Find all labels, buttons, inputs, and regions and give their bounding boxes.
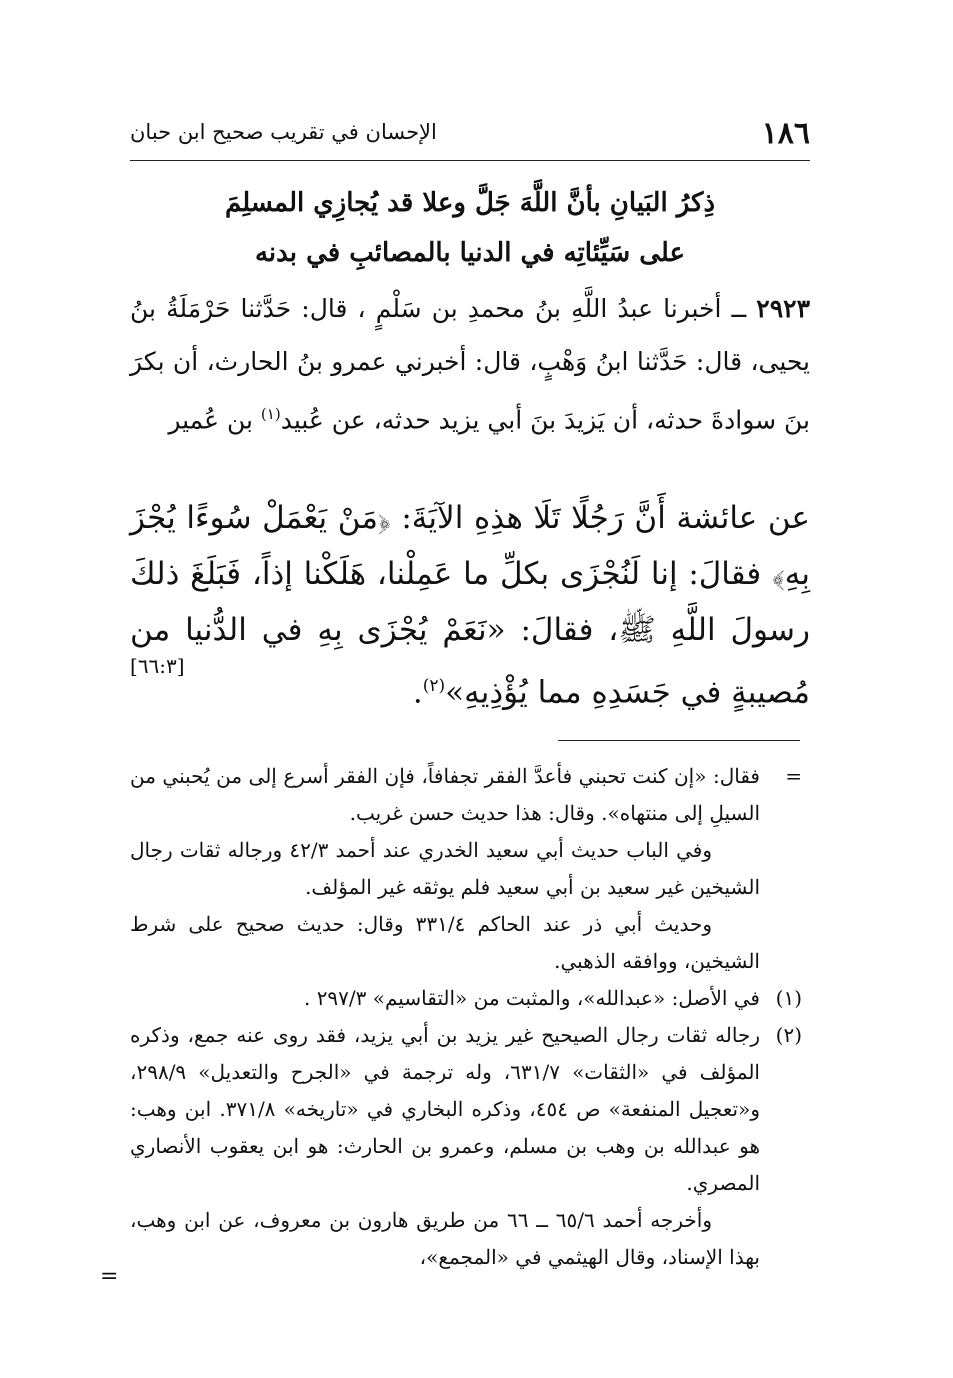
- matn-end: .: [412, 674, 423, 711]
- isnad-end: بن عُمير: [168, 405, 261, 435]
- footnote-continued: [130, 758, 802, 832]
- hadith-reference: [٦٦:٣]: [130, 654, 185, 678]
- footnote-rule: [558, 740, 800, 741]
- hadith-number: ٢٩٢٣: [756, 294, 810, 323]
- hadith-isnad: [130, 282, 810, 446]
- footnote-1-number: (١): [775, 986, 802, 1010]
- footnote-2: [130, 1017, 802, 1202]
- footnote-continued-text: فقال: «إن كنت تحبني فأعدَّ الفقر تجفافاً، فإن الفقر أسرع إلى من يُحبني من السيلِ إلى منتهاه». وقال: هذا حديث حسن غريب.: [130, 764, 760, 825]
- footnote-2-number: (٢): [775, 1023, 802, 1047]
- footnote-paragraph-3: وحديث أبي ذر عند الحاكم ٣٣١/٤ وقال: حديث صحيح على شرط الشيخين، ووافقه الذهبي.: [130, 912, 760, 973]
- isnad-text: أخبرنا عبدُ اللَّهِ بنُ محمدِ بن سَلْمٍ ، قال: حَدَّثنا حَرْمَلَةُ بنُ يحيى، قال: حَدَّثنا ابنُ وَهْبٍ، قال: أخبرني عمرو بنُ الحارث، أن بكرَ بنَ سوادةَ حدثه، أن يَزيدَ بنَ أبي يزيد حدثه، عن عُبيد: [130, 294, 810, 435]
- page-header: [130, 112, 810, 156]
- chapter-heading-line-2: على سَيِّئاتِه في الدنيا بالمصائبِ في بدنه: [254, 238, 686, 268]
- footnote-paragraph-2: وفي الباب حديث أبي سعيد الخدري عند أحمد ٤٢/٣ ورجاله ثقات رجال الشيخين غير سعيد بن أبي سعيد فلم يوثقه غير المؤلف.: [130, 838, 760, 899]
- matn-text: عن عائشة أَنَّ رَجُلًا تَلَا هذِهِ الآيَةَ: ﴿مَنْ يَعْمَلْ سُوءًا يُجْزَ بِهِ﴾ فقالَ: إنا لَنُجْزَى بكلِّ ما عَمِلْنا، هَلَكْنا إذاً، فَبَلَغَ ذلكَ رسولَ اللَّهِ ﷺ، فقالَ: «نَعَمْ يُجْزَى بِهِ في الدُّنيا من مُصيبةٍ في جَسَدِهِ مما يُؤْذِيهِ»: [130, 500, 810, 711]
- chapter-heading-line-1: ذِكرُ البَيانِ بأنَّ اللَّهَ جَلَّ وعلا قد يُجازِي المسلِمَ: [224, 188, 716, 218]
- footnote-2-text: رجاله ثقات رجال الصيحيح غير يزيد بن أبي يزيد، فقد روى عنه جمع، وذكره المؤلف في «الثقات» ٦٣١/٧، وله ترجمة في «الجرح والتعديل» ٢٩٨/٩، و«تعجيل المنفعة» ص ٤٥٤، وذكره البخاري في «تاريخه» ٣٧١/٨. ابن وهب: هو عبدالله بن وهب بن مسلم، وعمرو بن الحارث: هو ابن يعقوب الأنصاري المصري.: [130, 1023, 760, 1195]
- running-title: الإحسان في تقريب صحيح ابن حبان: [130, 120, 437, 144]
- footnote-1-marker: (١): [260, 405, 281, 423]
- continuation-mark: =: [785, 764, 802, 788]
- page-number: ١٨٦: [761, 116, 810, 151]
- footnote-1: [130, 980, 802, 1017]
- footnote-2-paragraph-2: وأخرجه أحمد ٦٥/٦ ــ ٦٦ من طريق هارون بن معروف، عن ابن وهب، بهذا الإسناد، وقال الهيثمي في «المجمع»،: [130, 1208, 760, 1269]
- continues-mark: =: [100, 1264, 119, 1289]
- footnotes: [130, 758, 802, 1276]
- footnote-2-marker: (٢): [422, 676, 446, 696]
- header-rule: [130, 160, 810, 161]
- chapter-heading: [130, 178, 810, 278]
- hadith-matn: [130, 490, 810, 720]
- footnote-1-text: في الأصل: «عبدالله»، والمثبت من «التقاسيم» ٢٩٧/٣ .: [303, 986, 760, 1010]
- hadith-dash: ــ: [721, 294, 757, 323]
